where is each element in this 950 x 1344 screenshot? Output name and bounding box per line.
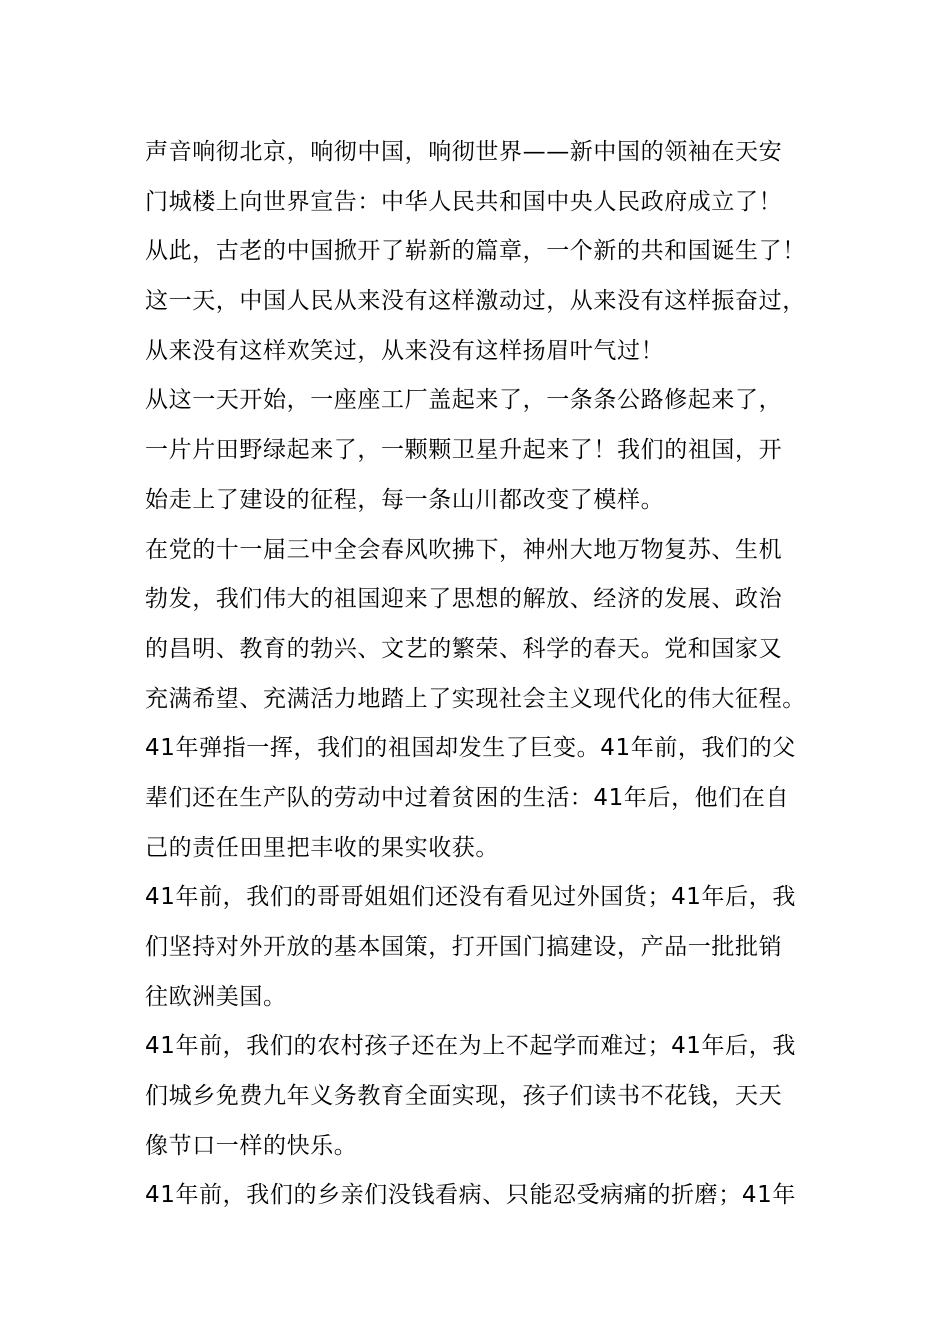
text-line: 41年弹指一挥，我们的祖国却发生了巨变。41年前，我们的父 xyxy=(145,735,796,762)
text-line: 从来没有这样欢笑过，从来没有这样扬眉叶气过！ xyxy=(145,337,665,364)
text-line: 在党的十一届三中全会春风吹拂下，神州大地万物复苏、生机 xyxy=(145,536,783,563)
text-line: 这一天，中国人民从来没有这样激动过，从来没有这样振奋过， xyxy=(145,288,806,315)
text-line: 的昌明、教育的勃兴、文艺的繁荣、科学的春天。党和国家又 xyxy=(145,635,783,662)
text-line: 41年前，我们的乡亲们没钱看病、只能忍受病痛的折磨；41年 xyxy=(145,1182,796,1209)
text-line: 41年前，我们的哥哥姐姐们还没有看见过外国货；41年后，我 xyxy=(145,884,796,911)
text-line: 们城乡免费九年义务教育全面实现，孩子们读书不花钱，天天 xyxy=(145,1083,783,1110)
text-line: 像节口一样的快乐。 xyxy=(145,1132,358,1159)
text-line: 充满希望、充满活力地踏上了实现社会主义现代化的伟大征程。 xyxy=(145,685,806,712)
text-line: 们坚持对外开放的基本国策，打开国门搞建设，产品一批批销 xyxy=(145,934,783,960)
text-line: 己的责任田里把丰收的果实收获。 xyxy=(145,834,499,861)
text-line: 往欧洲美国。 xyxy=(145,983,287,1010)
text-line: 41年前，我们的农村孩子还在为上不起学而难过；41年后，我 xyxy=(145,1033,796,1060)
text-line: 声音响彻北京，响彻中国，响彻世界——新中国的领袖在天安 xyxy=(145,139,783,165)
document-body xyxy=(145,128,835,1221)
text-line: 勃发，我们伟大的祖国迎来了思想的解放、经济的发展、政治 xyxy=(145,586,783,613)
text-line: 从此，古老的中国掀开了崭新的篇章，一个新的共和国诞生了！ xyxy=(145,238,806,265)
text-line: 从这一天开始，一座座工厂盖起来了，一条条公路修起来了， xyxy=(145,387,783,414)
text-line: 始走上了建设的征程，每一条山川都改变了模样。 xyxy=(145,486,665,513)
text-line: 一片片田野绿起来了，一颗颗卫星升起来了！我们的祖国，开 xyxy=(145,437,783,464)
text-line: 辈们还在生产队的劳动中过着贫困的生活：41年后，他们在自 xyxy=(145,784,790,811)
text-line: 门城楼上向世界宣告：中华人民共和国中央人民政府成立了！ xyxy=(145,188,783,215)
